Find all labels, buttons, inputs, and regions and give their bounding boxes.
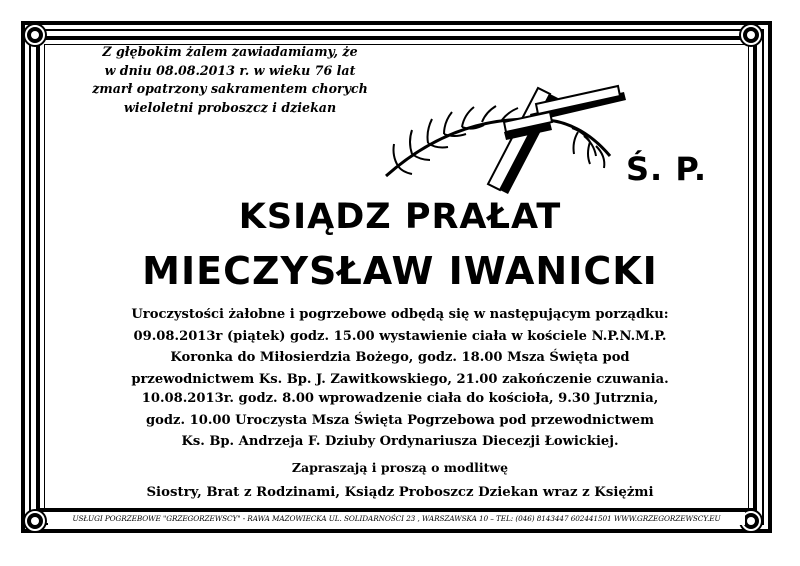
schedule-line: Uroczystości żałobne i pogrzebowe odbędą się w następującym porządku: (131, 307, 669, 322)
corner-ornament-top-left (25, 25, 45, 45)
ceremony-schedule-day-2 (50, 388, 750, 453)
intro-line: zmarł opatrzony sakramentem chorych (92, 81, 368, 96)
schedule-line: przewodnictwem Ks. Bp. J. Zawitkowskiego, 21.00 zakończenie czuwania. (131, 371, 669, 387)
title-rank: KSIĄDZ PRAŁAT (238, 197, 562, 237)
corner-ornament-top-right (741, 25, 761, 45)
intro-line: wieloletni proboszcz i dziekan (123, 99, 337, 115)
announcement-intro (60, 43, 400, 117)
honorific-sp: Ś. P. (626, 150, 708, 188)
schedule-line: Koronka do Miłosierdzia Bożego, godz. 18.00 Msza Święta pod (170, 350, 630, 366)
mourners-signature: Siostry, Brat z Rodzinami, Ksiądz Proboszcz Dziekan wraz z Księżmi (146, 485, 654, 500)
corner-ornament-bottom-left (25, 511, 45, 531)
title-name: MIECZYSŁAW IWANICKI (142, 249, 658, 293)
schedule-line: Ks. Bp. Andrzeja F. Dziuby Ordynariusza Diecezji Łowickiej. (181, 434, 619, 450)
cross-with-palm-icon (378, 72, 628, 196)
schedule-line: 10.08.2013r. godz. 8.00 wprowadzenie ciała do kościoła, 9.30 Jutrznia, (141, 391, 659, 406)
intro-line: w dniu 08.08.2013 r. w wieku 76 lat (104, 62, 356, 78)
prayer-invitation: Zapraszają i proszą o modlitwę (291, 460, 509, 475)
ceremony-schedule-day-1 (50, 304, 750, 390)
schedule-line: 09.08.2013r (piątek) godz. 15.00 wystawienie ciała w kościele N.P.N.M.P. (133, 328, 667, 344)
funeral-home-footer: USŁUGI POGRZEBOWE "GRZEGORZEWSCY" - RAWA MAZOWIECKA UL. SOLIDARNOŚCI 23 , WARSZAWSKA 10 – TEL: (046) 8143447 602441501 WWW.GRZEGORZEWSCY.EU (48, 512, 745, 525)
intro-line: Z głębokim żalem zawiadamiamy, że (102, 44, 358, 59)
schedule-line: godz. 10.00 Uroczysta Msza Święta Pogrzebowa pod przewodnictwem (146, 412, 654, 428)
